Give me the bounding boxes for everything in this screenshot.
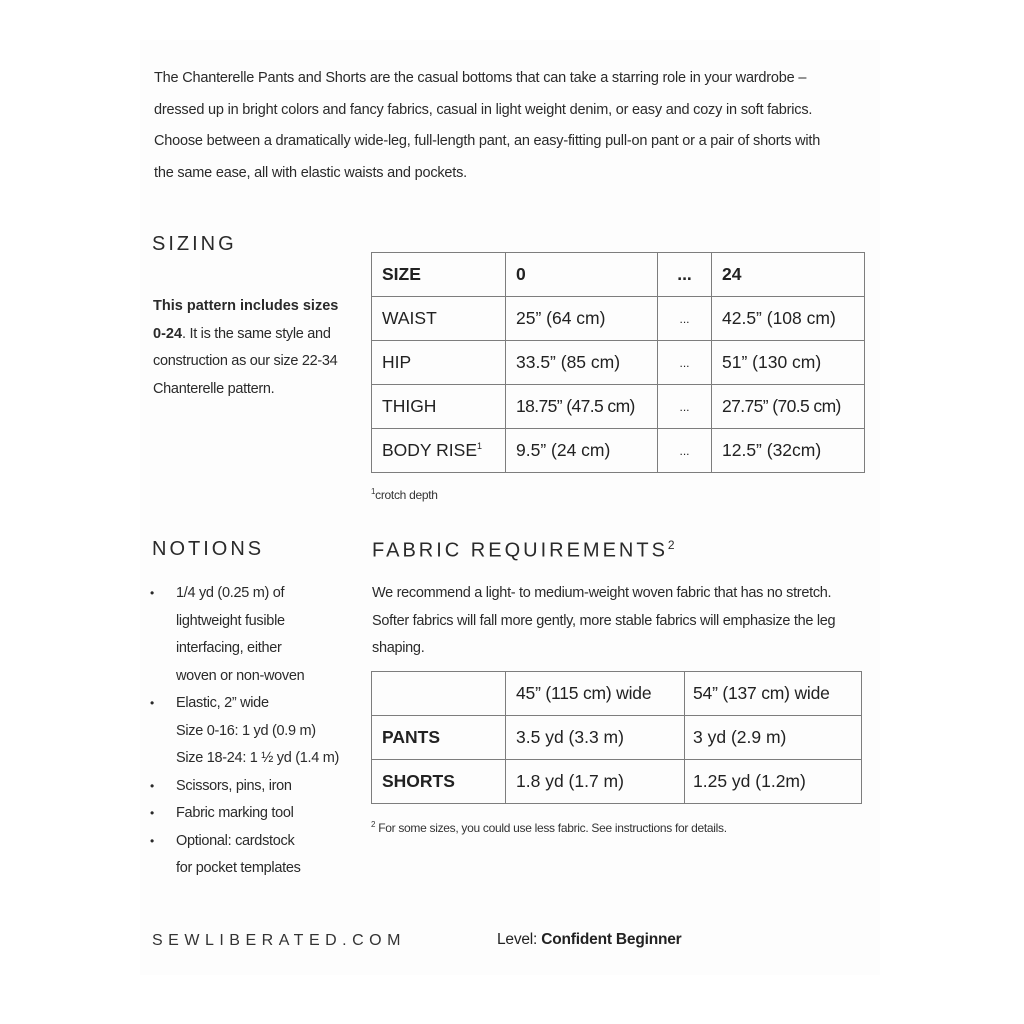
footnote-marker: 2 <box>667 538 675 552</box>
list-item <box>150 800 365 828</box>
table-cell: 42.5” (108 cm) <box>712 297 865 341</box>
table-cell: 18.75” (47.5 cm) <box>506 385 658 429</box>
footnote-text: For some sizes, you could use less fabric. See instructions for details. <box>378 821 727 835</box>
intro-text <box>154 63 834 189</box>
list-item-line: • Elastic, 2” wide <box>176 695 269 711</box>
table-cell <box>372 672 506 716</box>
sizing-text: . It is the same style and construction as our size 22-34 Chanterelle pattern. <box>153 325 338 397</box>
table-cell: ... <box>658 385 712 429</box>
body-rise-label: BODY RISE <box>382 440 477 460</box>
sizing-table <box>371 252 865 473</box>
list-item-line: for pocket templates <box>176 860 301 876</box>
table-cell: SHORTS <box>372 760 506 804</box>
level-label: Level: <box>497 931 542 948</box>
table-cell: 27.75” (70.5 cm) <box>712 385 865 429</box>
list-item-line: lightweight fusible <box>176 612 285 629</box>
table-cell: 45” (115 cm) wide <box>506 672 685 716</box>
fabric-heading <box>372 538 675 563</box>
list-item-line: • Scissors, pins, iron <box>176 777 292 794</box>
table-cell: SIZE <box>372 253 506 297</box>
intro-paragraph-1: The Chanterelle Pants and Shorts are the casual bottoms that can take a starring role in your wardrobe – dressed up in bright colors and fancy fabrics, casual in light weight denim, or easy and cozy in soft fabrics. <box>154 70 813 118</box>
table-cell: 51” (130 cm) <box>712 341 865 385</box>
list-item <box>150 773 365 801</box>
table-row <box>372 716 862 760</box>
list-item <box>150 690 365 773</box>
list-item <box>150 828 365 883</box>
table-cell: ... <box>658 429 712 473</box>
table-cell: HIP <box>372 341 506 385</box>
skill-level <box>497 931 681 949</box>
list-item-line: • 1/4 yd (0.25 m) of <box>176 585 285 601</box>
footnote-marker: 1 <box>371 487 376 496</box>
list-item-line: Size 18-24: 1 ½ yd (1.4 m) <box>176 750 340 766</box>
footnote-text: crotch depth <box>375 488 438 502</box>
sizing-heading: SIZING <box>152 233 237 255</box>
table-cell <box>372 429 506 473</box>
fabric-footnote <box>371 820 727 835</box>
table-header-row <box>372 253 865 297</box>
table-cell: ... <box>658 297 712 341</box>
table-row <box>372 297 865 341</box>
table-row <box>372 385 865 429</box>
table-cell: 3.5 yd (3.3 m) <box>506 716 685 760</box>
list-item-line: • Optional: cardstock <box>176 832 295 849</box>
table-cell: THIGH <box>372 385 506 429</box>
list-item-line: woven or non-woven <box>176 667 305 684</box>
table-cell: 24 <box>712 253 865 297</box>
table-header-row <box>372 672 862 716</box>
table-cell: 54” (137 cm) wide <box>685 672 862 716</box>
level-value: Confident Beginner <box>541 931 682 948</box>
list-item-line: • Fabric marking tool <box>176 805 294 821</box>
fabric-heading-text: FABRIC REQUIREMENTS <box>372 539 668 562</box>
table-cell: 1.25 yd (1.2m) <box>685 760 862 804</box>
table-cell: PANTS <box>372 716 506 760</box>
notions-heading: NOTIONS <box>152 538 265 560</box>
list-item-line: interfacing, either <box>176 640 282 656</box>
intro-paragraph-2: Choose between a dramatically wide-leg, full-length pant, an easy-fitting pull-on pant or a pair of shorts with the same ease, all with elastic waists and pockets. <box>154 133 821 181</box>
sizing-description <box>153 293 353 403</box>
list-item <box>150 580 365 690</box>
table-cell: ... <box>658 341 712 385</box>
table-cell: 25” (64 cm) <box>506 297 658 341</box>
table-cell: 9.5” (24 cm) <box>506 429 658 473</box>
table-cell: 1.8 yd (1.7 m) <box>506 760 685 804</box>
table-cell: ... <box>658 253 712 297</box>
fabric-table <box>371 671 862 804</box>
table-cell: 12.5” (32cm) <box>712 429 865 473</box>
table-cell: 33.5” (85 cm) <box>506 341 658 385</box>
list-item-line: Size 0-16: 1 yd (0.9 m) <box>176 722 316 739</box>
footnote-marker: 2 <box>371 820 376 829</box>
table-row <box>372 341 865 385</box>
table-cell: WAIST <box>372 297 506 341</box>
footnote-marker: 1 <box>477 441 483 452</box>
sizing-footnote <box>371 487 438 502</box>
table-row <box>372 429 865 473</box>
notions-list <box>150 580 365 883</box>
sizing-bold-text: This pattern includes sizes 0-24 <box>153 298 339 342</box>
website-link[interactable]: SEWLIBERATED.COM <box>152 932 406 949</box>
fabric-description: We recommend a light- to medium-weight woven fabric that has no stretch. Softer fabrics will fall more gently, more stable fabrics will emphasize the leg shaping. <box>372 585 836 656</box>
table-row <box>372 760 862 804</box>
table-cell: 0 <box>506 253 658 297</box>
table-cell: 3 yd (2.9 m) <box>685 716 862 760</box>
